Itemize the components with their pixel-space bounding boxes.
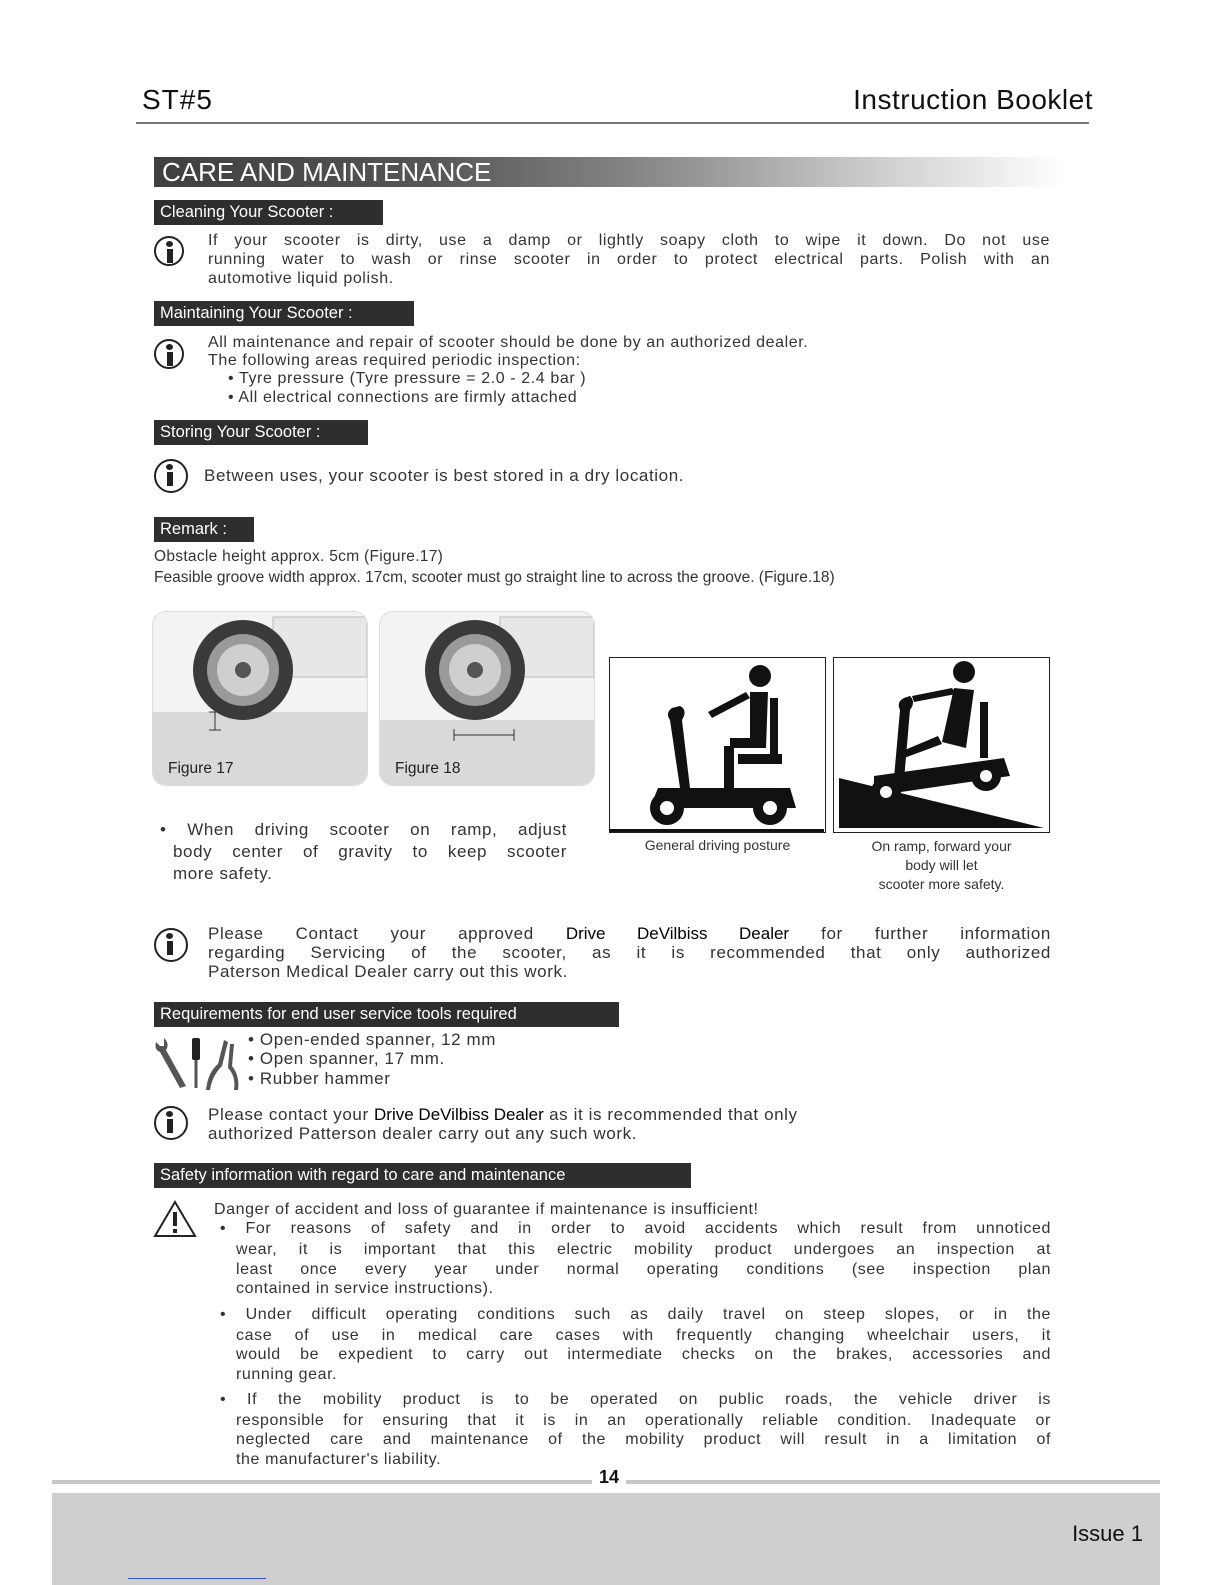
scooter-rider-ramp-icon: [834, 658, 1049, 832]
safety-bullet-3-line-3: neglected care and maintenance of the mobility product will result in a limitation of: [236, 1431, 1051, 1448]
issue-label: Issue 1: [1072, 1521, 1143, 1546]
safety-bullet-1-line-2: wear, it is important that this electric mobility product undergoes an inspection at: [236, 1241, 1051, 1258]
contact-1-line-3: Paterson Medical Dealer carry out this work.: [208, 962, 568, 981]
page-number: 14: [592, 1467, 626, 1488]
tool-item-2: • Open spanner, 17 mm.: [248, 1049, 445, 1068]
tools-icon: [152, 1036, 244, 1092]
safety-bullet-3-line-2: responsible for ensuring that it is in an operationally reliable condition. Inadequate or: [236, 1412, 1051, 1429]
contact-1-post: for further information: [789, 924, 1051, 943]
maintaining-bullet-2: • All electrical connections are firmly attached: [228, 389, 578, 406]
contact-2-line-1: [208, 1105, 798, 1125]
ramp-posture-figure: [833, 657, 1050, 833]
contact-1-line-2: regarding Servicing of the scooter, as it is recommended that only authorized: [208, 943, 1051, 962]
safety-bullet-1-line-1: • For reasons of safety and in order to avoid accidents which result from unnoticed: [220, 1220, 1051, 1237]
contact-2-pre: Please contact your: [208, 1105, 375, 1124]
ramp-caption-line-3: scooter more safety.: [878, 876, 1005, 892]
safety-bullet-3-line-1: • If the mobility product is to be operated on public roads, the vehicle driver is: [220, 1391, 1051, 1408]
ramp-caption-line-2: body will let: [905, 857, 978, 873]
figure-17-label: Figure 17: [168, 760, 234, 777]
figure-18-label: Figure 18: [395, 760, 461, 777]
safety-bullet-2-line-4: running gear.: [236, 1366, 338, 1383]
cleaning-line-2: running water to wash or rinse scooter in order to protect electrical parts. Polish with an: [208, 251, 1050, 268]
safety-bullet-1-line-4: contained in service instructions).: [236, 1280, 494, 1297]
ramp-note-line-2: body center of gravity to keep scooter: [173, 842, 567, 861]
model-name: ST#5: [142, 84, 213, 115]
ramp-note-line-1: • When driving scooter on ramp, adjust: [160, 820, 567, 839]
cleaning-line-3: automotive liquid polish.: [208, 270, 394, 287]
maintaining-bullet-1: • Tyre pressure (Tyre pressure = 2.0 - 2.4 bar ): [228, 370, 587, 387]
safety-bullet-2-line-3: would be expedient to carry out intermediate checks on the brakes, accessories and: [236, 1346, 1051, 1363]
footer-band: [52, 1493, 1160, 1585]
maintaining-heading: Maintaining Your Scooter :: [154, 301, 414, 326]
figure-18-photo: [379, 611, 595, 786]
tools-heading: Requirements for end user service tools required: [154, 1002, 619, 1027]
storing-heading: Storing Your Scooter :: [154, 420, 368, 445]
info-icon: [154, 339, 184, 369]
ramp-caption-line-1: On ramp, forward your: [871, 838, 1012, 854]
safety-bullet-1-line-3: least once every year under normal operating conditions (see inspection plan: [236, 1261, 1051, 1278]
figure-17-photo: [152, 611, 368, 786]
safety-bullet-2-line-1: • Under difficult operating conditions such as daily travel on steep slopes, or in the: [220, 1306, 1051, 1323]
contact-1-line-1: [208, 924, 1051, 944]
tool-item-1: • Open-ended spanner, 12 mm: [248, 1030, 497, 1049]
document-title: Instruction Booklet: [853, 84, 1093, 115]
cleaning-line-1: If your scooter is dirty, use a damp or lightly soapy cloth to wipe it down. Do not use: [208, 232, 1050, 249]
remark-line-2: Feasible groove width approx. 17cm, scooter must go straight line to across the groove. (Figure.18): [154, 569, 835, 586]
maintaining-line-2: The following areas required periodic inspection:: [208, 352, 581, 369]
info-icon: [154, 236, 184, 266]
info-icon: [154, 1106, 188, 1140]
cleaning-heading: Cleaning Your Scooter :: [154, 200, 383, 225]
warning-icon: [153, 1200, 197, 1238]
safety-bullet-2-line-2: case of use in medical care cases with frequently changing wheelchair users, it: [236, 1327, 1051, 1344]
safety-intro: Danger of accident and loss of guarantee if maintenance is insufficient!: [214, 1201, 759, 1218]
remark-line-1: Obstacle height approx. 5cm (Figure.17): [154, 548, 444, 565]
storing-text: Between uses, your scooter is best stored in a dry location.: [204, 466, 685, 485]
tool-item-3: • Rubber hammer: [248, 1069, 391, 1088]
contact-2-line-2: authorized Patterson dealer carry out any such work.: [208, 1124, 638, 1143]
scooter-rider-upright-icon: [610, 658, 825, 832]
maintaining-line-1: All maintenance and repair of scooter should be done by an authorized dealer.: [208, 334, 809, 351]
safety-bullet-3-line-4: the manufacturer's liability.: [236, 1451, 442, 1468]
contact-1-pre: Please Contact your approved: [208, 924, 566, 943]
contact-2-post: as it is recommended that only: [543, 1105, 798, 1124]
ramp-note-line-3: more safety.: [173, 864, 273, 883]
header-rule: [136, 122, 1089, 124]
figure-underline: [609, 829, 824, 832]
info-icon: [154, 459, 188, 493]
dealer-name: Drive DeVilbiss Dealer: [565, 924, 790, 943]
remark-heading: Remark :: [154, 517, 254, 542]
footer-link-underline: [128, 1578, 266, 1579]
main-title-bar: CARE AND MAINTENANCE: [154, 157, 1064, 187]
dealer-name: Drive DeVilbiss Dealer: [374, 1105, 544, 1124]
ramp-posture-caption: [833, 837, 1050, 894]
info-icon: [154, 928, 188, 962]
general-posture-figure: [609, 657, 826, 833]
safety-heading: Safety information with regard to care and maintenance: [154, 1163, 691, 1188]
general-posture-caption: General driving posture: [644, 837, 791, 853]
